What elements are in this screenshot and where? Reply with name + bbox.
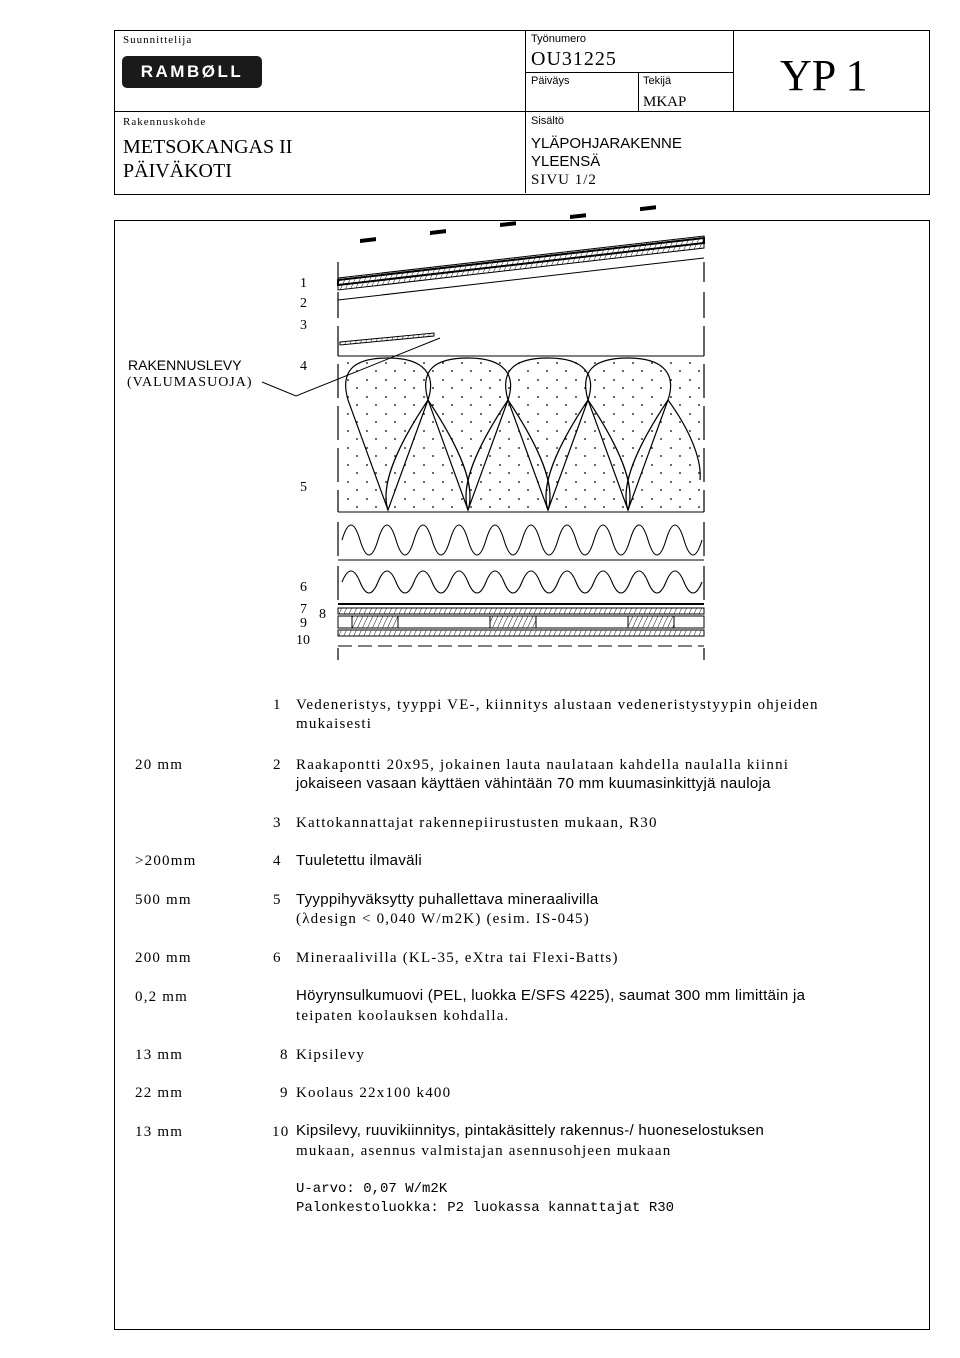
author: MKAP	[643, 94, 687, 110]
marker-10: 10	[296, 633, 310, 648]
layer-10-desc-2: mukaan, asennus valmistajan asennusohjeen mukaan	[296, 1143, 672, 1159]
marker-8: 8	[319, 607, 326, 622]
layer-7-desc: Höyrynsulkumuovi (PEL, luokka E/SFS 4225), saumat 300 mm limittäin ja	[296, 987, 806, 1004]
layer-2-number: 2	[273, 757, 282, 773]
layer-2-thickness: 20 mm	[135, 757, 184, 773]
layer-10-desc: Kipsilevy, ruuvikiinnitys, pintakäsittely rakennus-/ huoneselostuksen	[296, 1122, 765, 1139]
content-line1: YLÄPOHJARAKENNE	[531, 135, 682, 152]
marker-2: 2	[300, 296, 307, 311]
layer-4-desc: Tuuletettu ilmaväli	[296, 852, 423, 869]
layer-5-desc-2: (λdesign < 0,040 W/m2K) (esim. IS-045)	[296, 911, 590, 927]
layer-1-desc: Vedeneristys, tyyppi VE-, kiinnitys alustaan vedeneristystyypin ohjeiden	[296, 697, 819, 713]
marker-5: 5	[300, 480, 307, 495]
fire-class: Palonkestoluokka: P2 luokassa kannattajat R30	[296, 1200, 675, 1216]
layer-6-thickness: 200 mm	[135, 950, 192, 966]
project-label: Rakennuskohde	[123, 116, 207, 128]
layer-2-desc: Raakapontti 20x95, jokainen lauta naulataan kahdella naulalla kiinni	[296, 757, 790, 773]
blown-insulation	[338, 356, 704, 512]
date-label: Päiväys	[531, 75, 570, 87]
layer-10-thickness: 13 mm	[135, 1124, 184, 1140]
layer-9-number: 9	[280, 1085, 289, 1101]
side-label-line2: (VALUMASUOJA)	[127, 375, 253, 390]
layer-10-number: 10	[272, 1124, 290, 1140]
marker-1: 1	[300, 276, 307, 291]
layer-3-number: 3	[273, 815, 282, 831]
content-line3: SIVU 1/2	[531, 172, 597, 188]
designer-label: Suunnittelija	[123, 34, 193, 46]
layer-8-thickness: 13 mm	[135, 1047, 184, 1063]
building-board	[340, 333, 434, 345]
side-label-line1: RAKENNUSLEVY	[128, 357, 242, 373]
mineral-wool-batts	[338, 525, 704, 593]
marker-7: 7	[300, 602, 307, 617]
layer-5-desc: Tyyppihyväksytty puhallettava mineraalivilla	[296, 891, 599, 908]
author-label: Tekijä	[643, 75, 672, 87]
ceiling-layers	[338, 604, 704, 646]
layer-6-number: 6	[273, 950, 282, 966]
layer-2-desc-2: jokaiseen vasaan käyttäen vähintään 70 mm kuumasinkittyjä nauloja	[296, 775, 771, 792]
layer-5-number: 5	[273, 892, 282, 908]
project-name-line1: METSOKANGAS II	[123, 136, 293, 158]
layer-6-desc: Mineraalivilla (KL-35, eXtra tai Flexi-Batts)	[296, 950, 619, 966]
layer-4-number: 4	[273, 853, 282, 869]
marker-4: 4	[300, 359, 307, 374]
layer-5-thickness: 500 mm	[135, 892, 192, 908]
layer-4-thickness: >200mm	[135, 853, 197, 869]
layer-9-desc: Koolaus 22x100 k400	[296, 1085, 452, 1101]
marker-6: 6	[300, 580, 307, 595]
content-label: Sisältö	[531, 115, 565, 127]
u-value: U-arvo: 0,07 W/m2K	[296, 1181, 448, 1197]
layer-1-desc-2: mukaisesti	[296, 716, 373, 732]
content-line2: YLEENSÄ	[531, 153, 601, 170]
marker-3: 3	[300, 318, 307, 333]
layer-8-number: 8	[280, 1047, 289, 1063]
project-name-line2: PÄIVÄKOTI	[123, 160, 232, 182]
layer-7-thickness: 0,2 mm	[135, 989, 189, 1005]
layer-7-desc-2: teipaten koolauksen kohdalla.	[296, 1008, 510, 1024]
layer-3-desc: Kattokannattajat rakennepiirustusten mukaan, R30	[296, 815, 658, 831]
layer-8-desc: Kipsilevy	[296, 1047, 366, 1063]
layer-1-number: 1	[273, 697, 282, 713]
job-number: OU31225	[531, 48, 617, 70]
marker-9: 9	[300, 616, 307, 631]
logo-text: RAMBØLL	[140, 62, 244, 81]
layer-9-thickness: 22 mm	[135, 1085, 184, 1101]
drawing-code: YP 1	[780, 51, 868, 100]
roofing-membrane	[338, 205, 704, 290]
job-number-label: Työnumero	[531, 33, 587, 45]
